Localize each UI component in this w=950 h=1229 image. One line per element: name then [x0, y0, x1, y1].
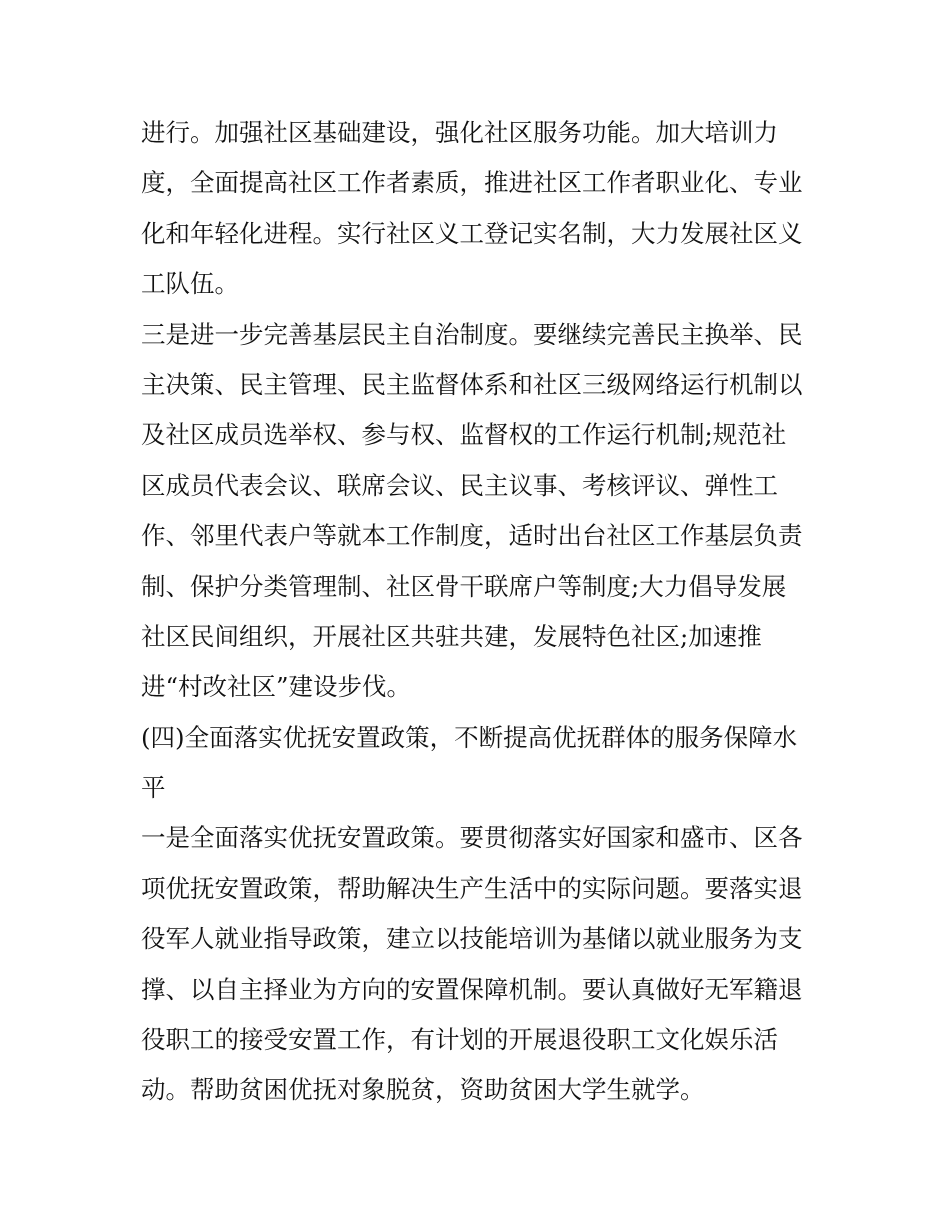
text-line: 及社区成员选举权、参与权、监督权的工作运行机制;规范社 [141, 420, 787, 450]
text-line: 区成员代表会议、联席会议、民主议事、考核评议、弹性工 [141, 470, 778, 500]
paragraph-start-line: 一是全面落实优抚安置政策。要贯彻落实好国家和盛市、区各 [141, 823, 803, 853]
text-line: 动。帮助贫困优抚对象脱贫，资助贫困大学生就学。 [141, 1075, 705, 1105]
text-line: 进行。加强社区基础建设，强化社区服务功能。加大培训力 [141, 118, 778, 147]
text-line: 作、邻里代表户等就本工作制度，适时出台社区工作基层负责 [141, 521, 803, 551]
text-line: 役军人就业指导政策，建立以技能培训为基储以就业服务为支 [141, 924, 803, 954]
paragraph-start-line: 三是进一步完善基层民主自治制度。要继续完善民主换举、民 [141, 319, 803, 349]
text-line: 项优抚安置政策，帮助解决生产生活中的实际问题。要落实退 [141, 873, 803, 903]
text-line: 化和年轻化进程。实行社区义工登记实名制，大力发展社区义 [141, 218, 803, 248]
section-heading-line: 平 [141, 773, 166, 803]
text-line: 进“村改社区”建设步伐。 [141, 672, 412, 702]
section-heading-line: (四)全面落实优抚安置政策，不断提高优抚群体的服务保障水 [141, 722, 798, 752]
text-line: 社区民间组织，开展社区共驻共建，发展特色社区;加速推 [141, 621, 762, 651]
text-line: 役职工的接受安置工作，有计划的开展退役职工文化娱乐活 [141, 1025, 778, 1055]
body-text [141, 108, 821, 1116]
text-line: 撑、以自主择业为方向的安置保障机制。要认真做好无军籍退 [141, 974, 803, 1004]
text-line: 度，全面提高社区工作者素质，推进社区工作者职业化、专业 [141, 168, 803, 198]
text-line: 主决策、民主管理、民主监督体系和社区三级网络运行机制以 [141, 369, 803, 399]
text-line: 制、保护分类管理制、社区骨干联席户等制度;大力倡导发展 [141, 571, 787, 601]
text-line: 工队伍。 [141, 269, 239, 299]
